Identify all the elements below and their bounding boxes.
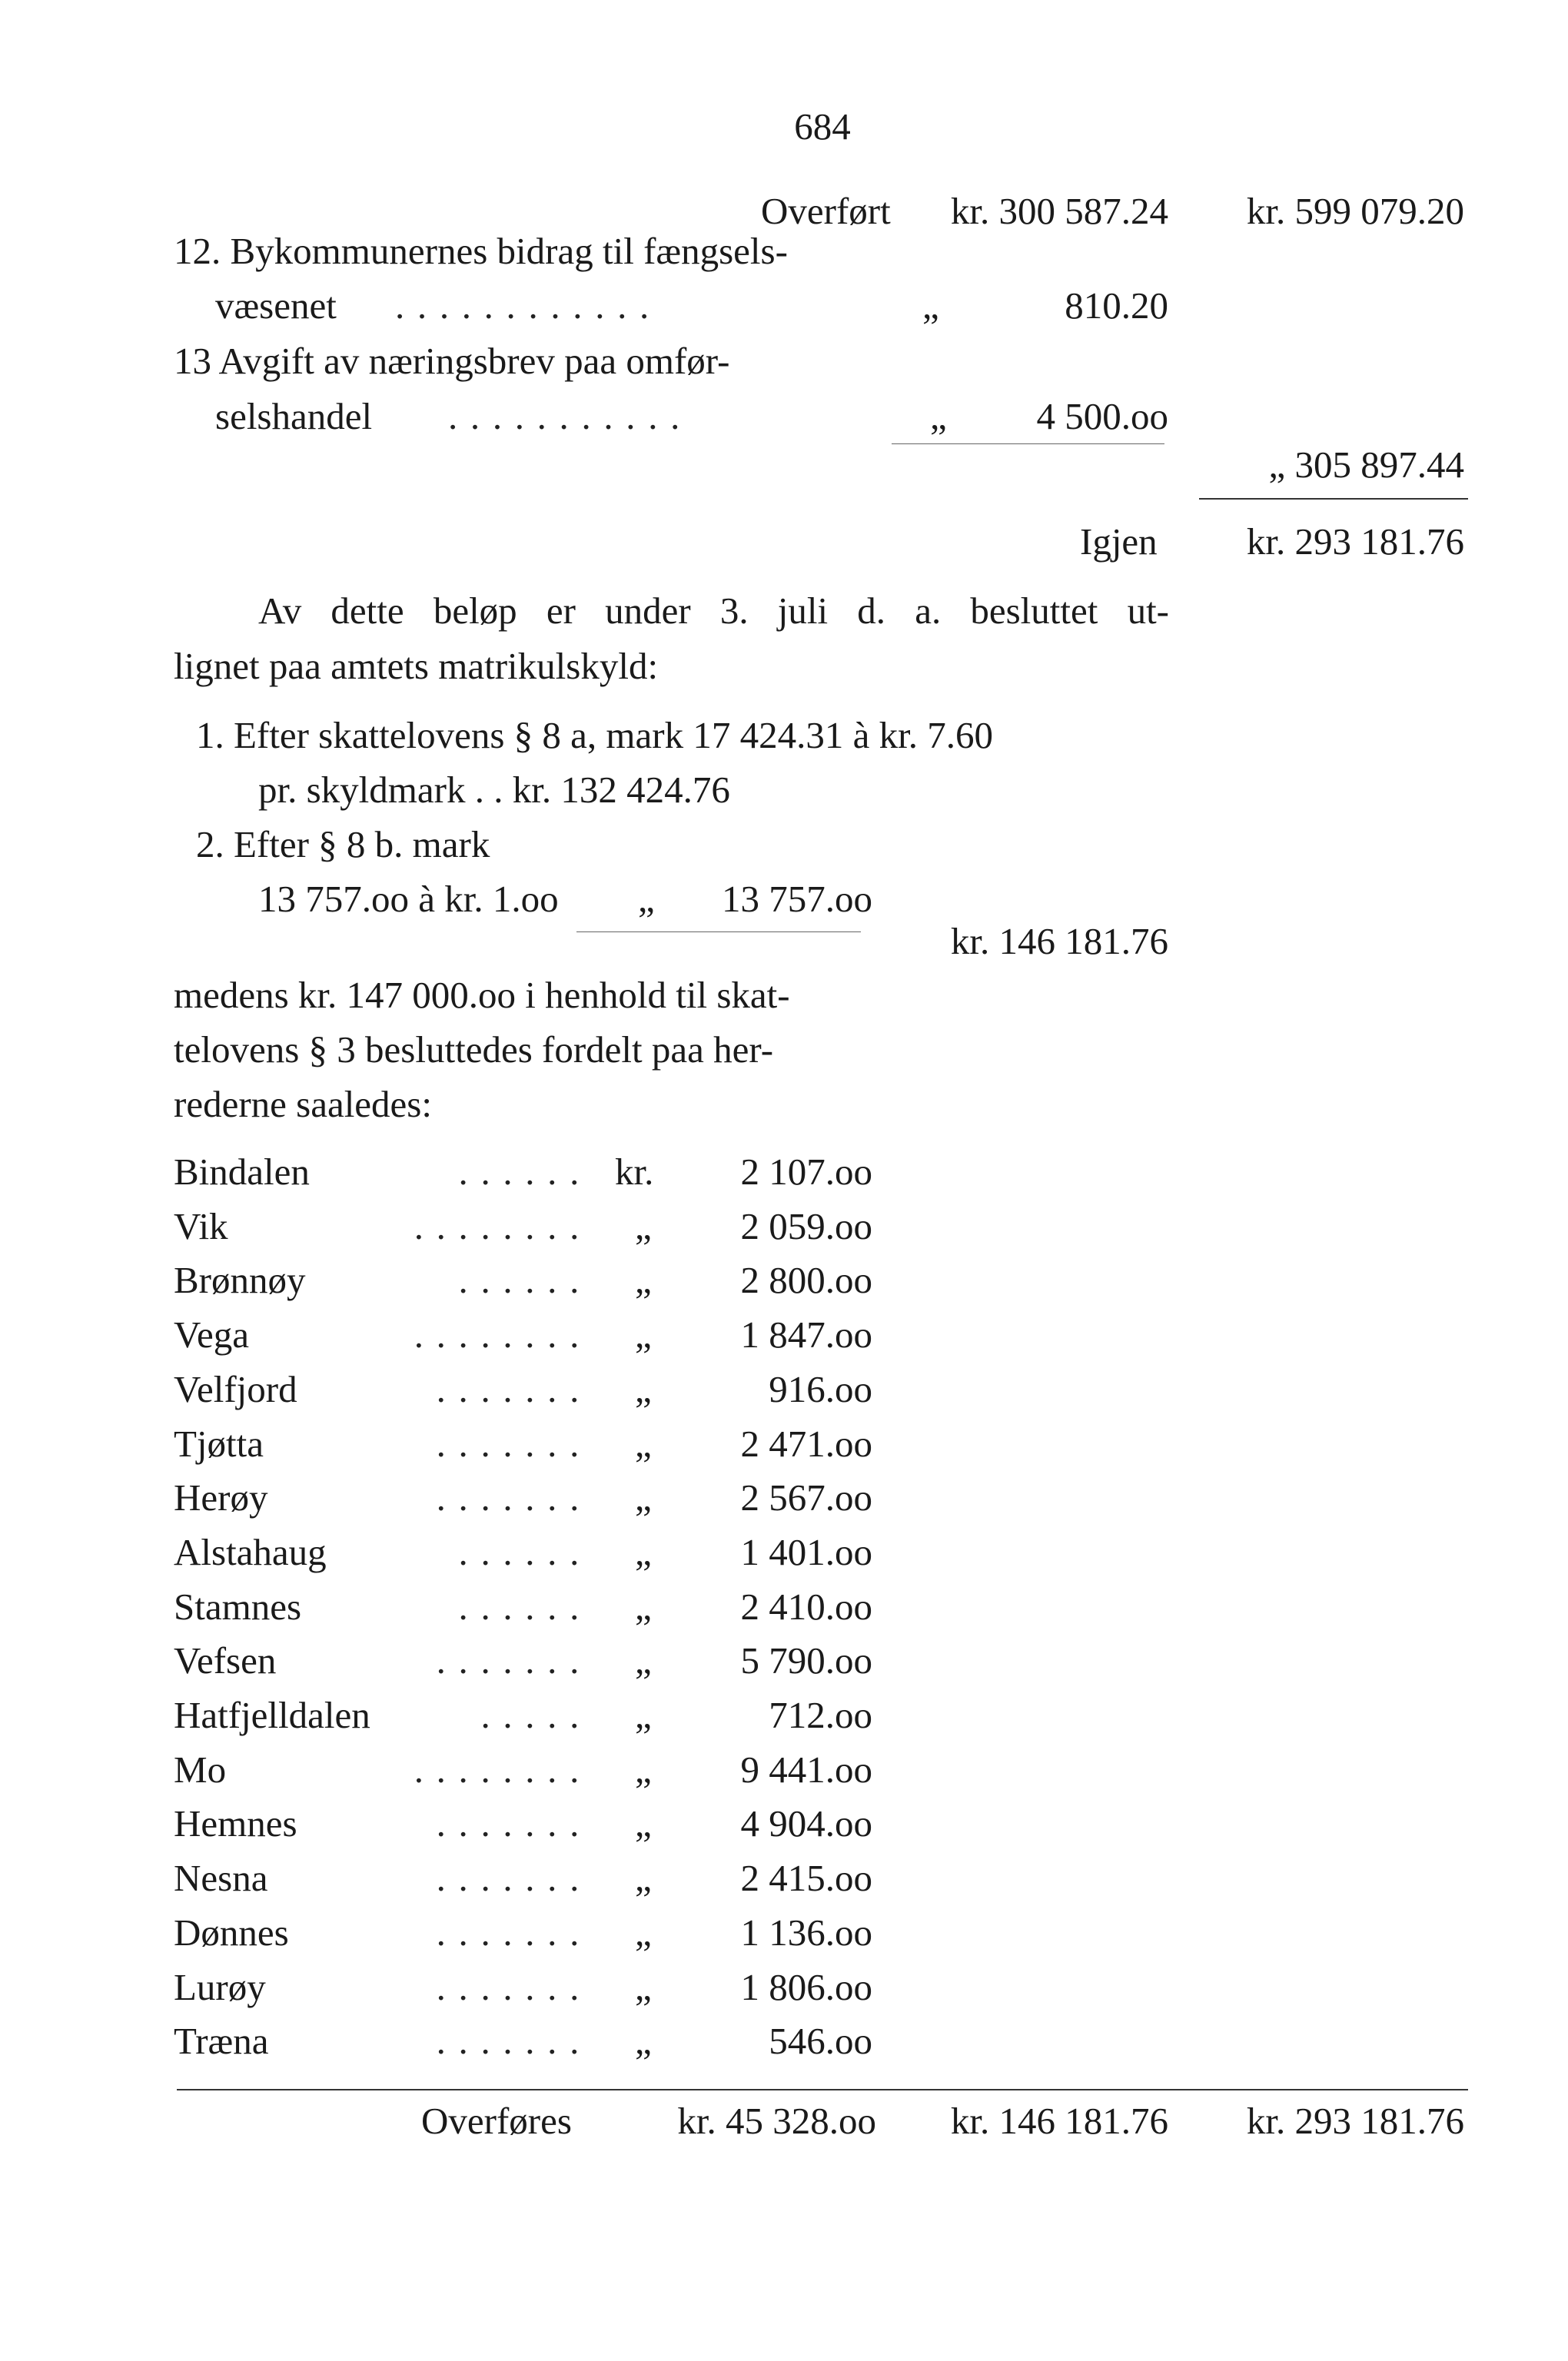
district-name: Vefsen (174, 1639, 277, 1682)
district-mark: „ (635, 1586, 652, 1628)
district-leader: ........ (414, 1313, 592, 1356)
district-leader: ....... (436, 1639, 592, 1682)
item13-leader: ........... (448, 395, 693, 437)
district-mark: „ (635, 1423, 652, 1465)
matrikul-line4-amount: 13 757.oo (722, 878, 872, 920)
district-leader: ...... (458, 1151, 592, 1193)
item13-line2: selshandel (215, 395, 373, 437)
matrikul-rule (576, 931, 861, 932)
district-name: Hatfjelldalen (174, 1694, 370, 1736)
district-amount: 546.oo (769, 2020, 872, 2062)
district-amount: 1 847.oo (740, 1313, 872, 1356)
district-name: Stamnes (174, 1586, 302, 1628)
district-name: Dønnes (174, 1911, 289, 1954)
district-name: Bindalen (174, 1151, 310, 1193)
district-amount: 9 441.oo (740, 1748, 872, 1791)
district-name: Træna (174, 2020, 269, 2062)
district-leader: ....... (436, 1911, 592, 1954)
district-mark: „ (635, 1531, 652, 1573)
district-leader: ....... (436, 1423, 592, 1465)
district-name: Brønnøy (174, 1259, 306, 1301)
matrikul-line3: 2. Efter § 8 b. mark (196, 823, 490, 865)
subtotal-amount: „ 305 897.44 (1268, 443, 1464, 486)
district-mark: „ (635, 1259, 652, 1301)
bottom-rule (177, 2089, 1468, 2090)
district-leader: ....... (436, 2020, 592, 2062)
item13-amount: 4 500.oo (1036, 395, 1168, 437)
remainder-rule (1199, 498, 1468, 500)
matrikul-total: kr. 146 181.76 (950, 920, 1168, 962)
para1-line2: lignet paa amtets matrikulskyld: (174, 645, 659, 687)
para1-line1: Av dette beløp er under 3. juli d. a. besluttet ut- (258, 589, 1169, 632)
carry-in-label: Overført (761, 190, 891, 232)
district-leader: ....... (436, 1476, 592, 1519)
district-name: Alstahaug (174, 1531, 327, 1573)
district-mark: „ (635, 2020, 652, 2062)
district-mark: „ (635, 1368, 652, 1410)
district-leader: ...... (458, 1531, 592, 1573)
matrikul-line4: 13 757.oo à kr. 1.oo (258, 878, 559, 920)
carry-out-amount-2: kr. 146 181.76 (950, 2100, 1168, 2142)
district-name: Tjøtta (174, 1423, 264, 1465)
district-amount: 2 410.oo (740, 1586, 872, 1628)
district-amount: 1 806.oo (740, 1966, 872, 2008)
district-leader: ....... (436, 1368, 592, 1410)
district-name: Vik (174, 1205, 228, 1247)
matrikul-line2: pr. skyldmark . . kr. 132 424.76 (258, 769, 730, 811)
district-leader: ....... (436, 1857, 592, 1899)
district-mark: „ (635, 1857, 652, 1899)
district-mark: „ (635, 1205, 652, 1247)
page-number: 684 (794, 105, 851, 148)
district-leader: ...... (458, 1259, 592, 1301)
district-mark: „ (635, 1748, 652, 1791)
item12-line1: 12. Bykommunernes bidrag til fængsels- (174, 230, 788, 272)
district-name: Nesna (174, 1857, 268, 1899)
item12-amount: 810.20 (1065, 284, 1168, 327)
district-mark: „ (635, 1476, 652, 1519)
district-name: Herøy (174, 1476, 268, 1519)
district-leader: ........ (414, 1205, 592, 1247)
remainder-label: Igjen (1080, 520, 1158, 563)
district-mark: „ (635, 1313, 652, 1356)
carry-in-amount-2: kr. 599 079.20 (1246, 190, 1464, 232)
district-amount: 2 059.oo (740, 1205, 872, 1247)
district-leader: ........ (414, 1748, 592, 1791)
district-amount: 2 471.oo (740, 1423, 872, 1465)
district-mark: „ (635, 1911, 652, 1954)
district-name: Velfjord (174, 1368, 297, 1410)
carry-out-amount-1: kr. 45 328.oo (677, 2100, 876, 2142)
district-mark: „ (635, 1639, 652, 1682)
carry-out-label: Overføres (421, 2100, 572, 2142)
district-amount: 2 415.oo (740, 1857, 872, 1899)
matrikul-line1: 1. Efter skattelovens § 8 a, mark 17 424.31 à kr. 7.60 (196, 714, 993, 756)
carry-in-amount-1: kr. 300 587.24 (950, 190, 1168, 232)
item13-line1: 13 Avgift av næringsbrev paa omfør- (174, 340, 730, 382)
district-name: Lurøy (174, 1966, 266, 2008)
district-mark: „ (635, 1694, 652, 1736)
district-leader: ....... (436, 1802, 592, 1845)
district-leader: ..... (480, 1694, 592, 1736)
district-mark: kr. (615, 1151, 654, 1193)
district-name: Mo (174, 1748, 227, 1791)
carry-out-amount-3: kr. 293 181.76 (1246, 2100, 1464, 2142)
district-amount: 712.oo (769, 1694, 872, 1736)
district-amount: 1 401.oo (740, 1531, 872, 1573)
district-name: Vega (174, 1313, 249, 1356)
district-amount: 5 790.oo (740, 1639, 872, 1682)
district-name: Hemnes (174, 1802, 297, 1845)
para2-line1: medens kr. 147 000.oo i henhold til skat- (174, 974, 790, 1016)
district-leader: ....... (436, 1966, 592, 2008)
district-amount: 2 107.oo (740, 1151, 872, 1193)
item13-mark: „ (930, 395, 947, 437)
item12-line2: væsenet (215, 284, 337, 327)
remainder-amount: kr. 293 181.76 (1246, 520, 1464, 563)
district-mark: „ (635, 1802, 652, 1845)
district-amount: 2 800.oo (740, 1259, 872, 1301)
district-amount: 1 136.oo (740, 1911, 872, 1954)
item12-mark: „ (922, 284, 939, 327)
district-amount: 916.oo (769, 1368, 872, 1410)
subtotal-rule (892, 443, 1164, 444)
district-leader: ...... (458, 1586, 592, 1628)
para2-line3: rederne saaledes: (174, 1083, 432, 1125)
district-mark: „ (635, 1966, 652, 2008)
district-amount: 4 904.oo (740, 1802, 872, 1845)
district-amount: 2 567.oo (740, 1476, 872, 1519)
para2-line2: telovens § 3 besluttedes fordelt paa her- (174, 1028, 774, 1071)
matrikul-line4-mark: „ (638, 878, 655, 920)
item12-leader: ............ (395, 284, 662, 327)
